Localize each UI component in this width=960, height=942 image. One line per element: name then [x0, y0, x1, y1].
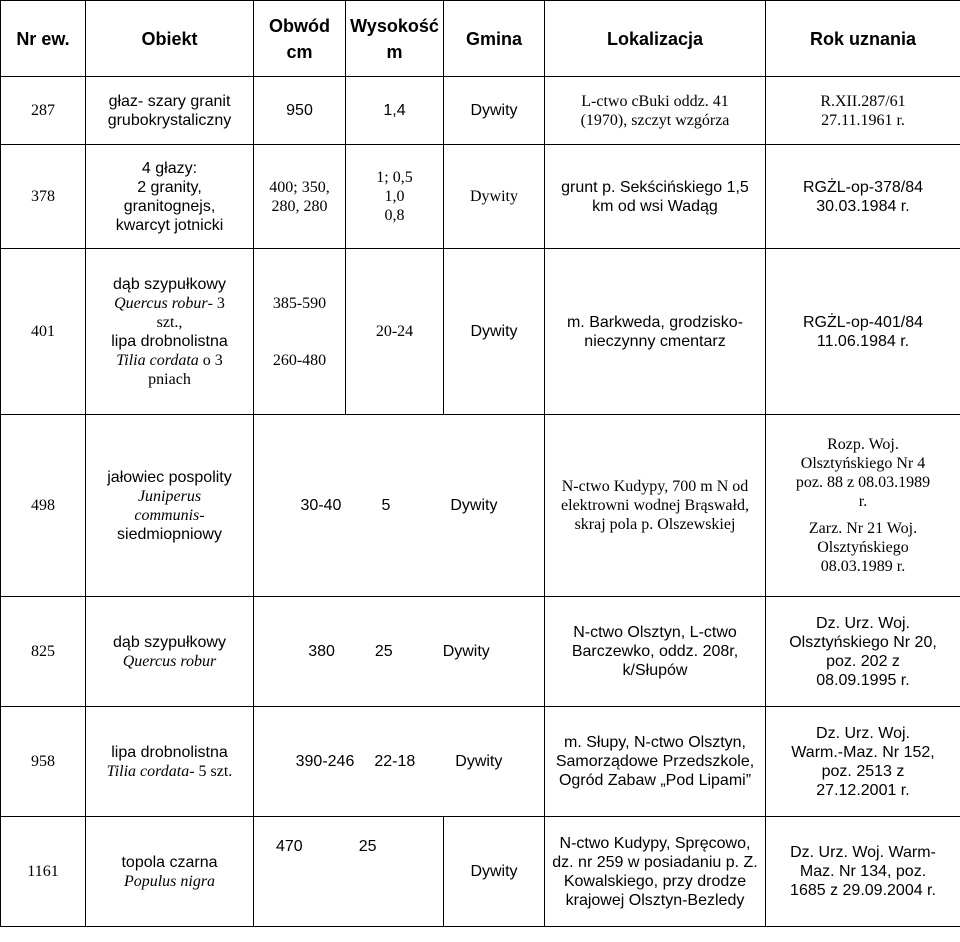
cell-gmina: Dywity [455, 753, 503, 770]
header-obwod-unit: cm [286, 41, 313, 62]
rok-line: Rozp. Woj. [827, 436, 899, 453]
rok-line: R.XII.287/61 [820, 92, 906, 110]
lokalizacja-line: Kowalskiego, przy drodze [563, 872, 747, 890]
rok-line: RGŻL-op-378/84 [802, 178, 924, 196]
obiekt-suffix: - 3 [207, 294, 225, 312]
obiekt-line [88, 652, 251, 671]
cell-obwod: 470 [276, 838, 303, 855]
rok-line: poz. 2513 z [821, 762, 905, 780]
cell-nr: 958 [1, 707, 86, 817]
cell-lokalizacja [545, 145, 766, 249]
lokalizacja-line: Samorządowe Przedszkole, [555, 753, 755, 770]
rok-line: Zarz. Nr 21 Woj. [808, 520, 918, 537]
cell-wysokosc [346, 145, 444, 249]
lokalizacja-line: grunt p. Sekścińskiego 1,5 [561, 178, 749, 196]
obiekt-line: kwarcyt jotnicki [115, 216, 224, 234]
obiekt-suffix: - [199, 506, 205, 524]
lokalizacja-line: nieczynny cmentarz [584, 332, 726, 350]
cell-obwod: 380 [308, 643, 335, 660]
cell-obwod: 390-246 [295, 753, 355, 770]
cell-obiekt [86, 597, 254, 707]
obiekt-line [88, 762, 251, 781]
wysokosc-line: 1,0 [384, 188, 405, 205]
obwod-line: 400; 350, [269, 178, 330, 196]
cell-nr: 825 [1, 597, 86, 707]
obiekt-line: pniach [148, 370, 191, 388]
cell-wysokosc: 25 [374, 643, 393, 660]
lokalizacja-line: dz. nr 259 w posiadaniu p. Z. [552, 853, 758, 871]
latin-name: Tilia cordata [116, 351, 199, 369]
obiekt-line [88, 487, 251, 506]
rok-line: 27.12.2001 r. [816, 781, 910, 799]
lokalizacja-line: elektrowni wodnej Brąswałd, [561, 497, 749, 514]
obiekt-line: głaz- szary granit [108, 92, 231, 110]
table-row [1, 817, 960, 927]
rok-line: 27.11.1961 r. [821, 111, 905, 129]
cell-obwod: 950 [254, 77, 346, 145]
rok-line: Dz. Urz. Woj. [816, 724, 910, 742]
cell-obiekt [86, 817, 254, 927]
obiekt-suffix: - 5 szt. [189, 762, 233, 780]
rok-line: 11.06.1984 r. [816, 332, 910, 350]
cell-obwod-wysokosc [254, 817, 444, 927]
cell-rok [766, 597, 960, 707]
cell-wysokosc: 1,4 [346, 77, 444, 145]
table-row [1, 145, 960, 249]
cell-wysokosc: 25 [358, 838, 377, 855]
cell-lokalizacja [545, 597, 766, 707]
cell-obwod: 30-40 [300, 497, 342, 514]
obiekt-line: lipa drobnolistna [111, 332, 228, 350]
cell-gmina: Dywity [444, 817, 545, 927]
header-rok: Rok uznania [766, 1, 960, 77]
cell-wysokosc: 20-24 [346, 249, 444, 415]
lokalizacja-line: N-ctwo Olsztyn, L-ctwo [573, 624, 737, 641]
cell-rok [766, 415, 960, 597]
cell-gmina: Dywity [444, 145, 545, 249]
rok-line: poz. 88 z 08.03.1989 [795, 474, 931, 491]
rok-line: Olsztyńskiego [817, 539, 909, 556]
rok-line: 08.09.1995 r. [816, 671, 910, 689]
cell-nr: 401 [1, 249, 86, 415]
lokalizacja-line: k/Słupów [622, 662, 688, 679]
obwod-line: 260-480 [272, 351, 327, 369]
cell-rok [766, 707, 960, 817]
obiekt-line: dąb szypułkowy [113, 633, 226, 651]
wysokosc-line: 1; 0,5 [376, 169, 413, 186]
lokalizacja-line: skraj pola p. Olszewskiej [574, 516, 736, 533]
table-row [1, 249, 960, 415]
cell-obwod-wysokosc-gmina [254, 415, 545, 597]
cell-obiekt [86, 707, 254, 817]
rok-line: RGŻL-op-401/84 [802, 313, 924, 331]
cell-obiekt [86, 249, 254, 415]
lokalizacja-line: N-ctwo Kudypy, 700 m N od [561, 478, 749, 495]
header-row [1, 1, 960, 77]
rok-line: Warm.-Maz. Nr 152, [791, 743, 935, 761]
header-wysokosc [346, 1, 444, 77]
lokalizacja-line: L-ctwo cBuki oddz. 41 [581, 92, 729, 110]
header-wysokosc-label: Wysokość [350, 15, 439, 36]
header-obwod-label: Obwód [269, 15, 330, 36]
cell-wysokosc: 5 [381, 497, 391, 514]
cell-rok [766, 249, 960, 415]
rok-line: 30.03.1984 r. [816, 197, 910, 215]
cell-nr: 287 [1, 77, 86, 145]
obiekt-line: szt., [156, 313, 183, 331]
cell-gmina: Dywity [450, 497, 498, 514]
rok-line: Dz. Urz. Woj. [816, 614, 910, 632]
obiekt-line: siedmiopniowy [117, 525, 222, 543]
lokalizacja-line: Ogród Zabaw „Pod Lipami” [558, 772, 752, 789]
cell-gmina: Dywity [444, 77, 545, 145]
obiekt-line [88, 294, 251, 313]
table-row [1, 597, 960, 707]
header-lokalizacja: Lokalizacja [545, 1, 766, 77]
cell-nr: 498 [1, 415, 86, 597]
lokalizacja-line: km od wsi Wadąg [592, 197, 718, 215]
obiekt-line: grubokrystaliczny [107, 111, 232, 129]
rok-line: 08.03.1989 r. [820, 558, 906, 575]
header-obwod [254, 1, 346, 77]
cell-lokalizacja [545, 249, 766, 415]
cell-obiekt [86, 415, 254, 597]
header-obiekt: Obiekt [86, 1, 254, 77]
cell-nr: 1161 [1, 817, 86, 927]
header-gmina: Gmina [444, 1, 545, 77]
obwod-line: 385-590 [272, 294, 327, 312]
obiekt-line: topola czarna [121, 853, 218, 871]
cell-rok [766, 77, 960, 145]
lokalizacja-line: (1970), szczyt wzgórza [580, 111, 730, 129]
rok-line: Dz. Urz. Woj. Warm- [790, 844, 936, 861]
latin-name: communis [134, 506, 200, 524]
lokalizacja-line: krajowej Olsztyn-Bezledy [565, 891, 745, 909]
cell-rok [766, 145, 960, 249]
obiekt-line: jałowiec pospolity [107, 468, 232, 486]
cell-obwod [254, 249, 346, 415]
lokalizacja-line: m. Barkweda, grodzisko- [566, 313, 744, 331]
cell-obwod [254, 145, 346, 249]
obiekt-line [88, 872, 251, 891]
table-row [1, 415, 960, 597]
header-wysokosc-unit: m [386, 41, 403, 62]
latin-name: Populus nigra [123, 872, 216, 890]
cell-wysokosc: 22-18 [374, 753, 416, 770]
obiekt-line: 4 głazy: [141, 159, 198, 177]
rok-line: Olsztyńskiego Nr 20, [789, 633, 937, 651]
rok-line: r. [858, 493, 868, 510]
rok-line: poz. 202 z [826, 652, 900, 670]
latin-name: Juniperus [137, 487, 202, 505]
obiekt-line: granitognejs, [123, 197, 216, 215]
cell-nr: 378 [1, 145, 86, 249]
cell-lokalizacja [545, 77, 766, 145]
latin-name: Quercus robur [114, 294, 208, 312]
cell-rok [766, 817, 960, 927]
lokalizacja-line: Barczewko, oddz. 208r, [571, 643, 739, 660]
obiekt-line: dąb szypułkowy [113, 275, 226, 293]
cell-lokalizacja [545, 817, 766, 927]
wysokosc-line: 0,8 [384, 207, 405, 224]
obiekt-line: lipa drobnolistna [111, 743, 228, 761]
latin-name: Quercus robur [122, 652, 217, 670]
cell-obiekt [86, 77, 254, 145]
obiekt-suffix: o 3 [198, 351, 223, 369]
cell-gmina: Dywity [444, 249, 545, 415]
cell-lokalizacja [545, 707, 766, 817]
cell-obwod-wysokosc-gmina [254, 597, 545, 707]
latin-name: Tilia cordata [106, 762, 190, 780]
obiekt-line [88, 351, 251, 370]
lokalizacja-line: m. Słupy, N-ctwo Olsztyn, [564, 734, 746, 751]
cell-obwod-wysokosc-gmina [254, 707, 545, 817]
cell-lokalizacja [545, 415, 766, 597]
rok-line: Maz. Nr 134, poz. [799, 863, 927, 880]
table-row [1, 707, 960, 817]
rok-line: 1685 z 29.09.2004 r. [790, 882, 936, 899]
obiekt-line [88, 506, 251, 525]
header-nr: Nr ew. [1, 1, 86, 77]
obiekt-line: 2 granity, [137, 178, 202, 196]
rok-line: Olsztyńskiego Nr 4 [800, 455, 926, 472]
table-row [1, 77, 960, 145]
obwod-line: 280, 280 [271, 197, 328, 215]
lokalizacja-line: N-ctwo Kudypy, Spręcowo, [559, 834, 751, 852]
cell-obiekt [86, 145, 254, 249]
cell-gmina: Dywity [442, 643, 490, 660]
